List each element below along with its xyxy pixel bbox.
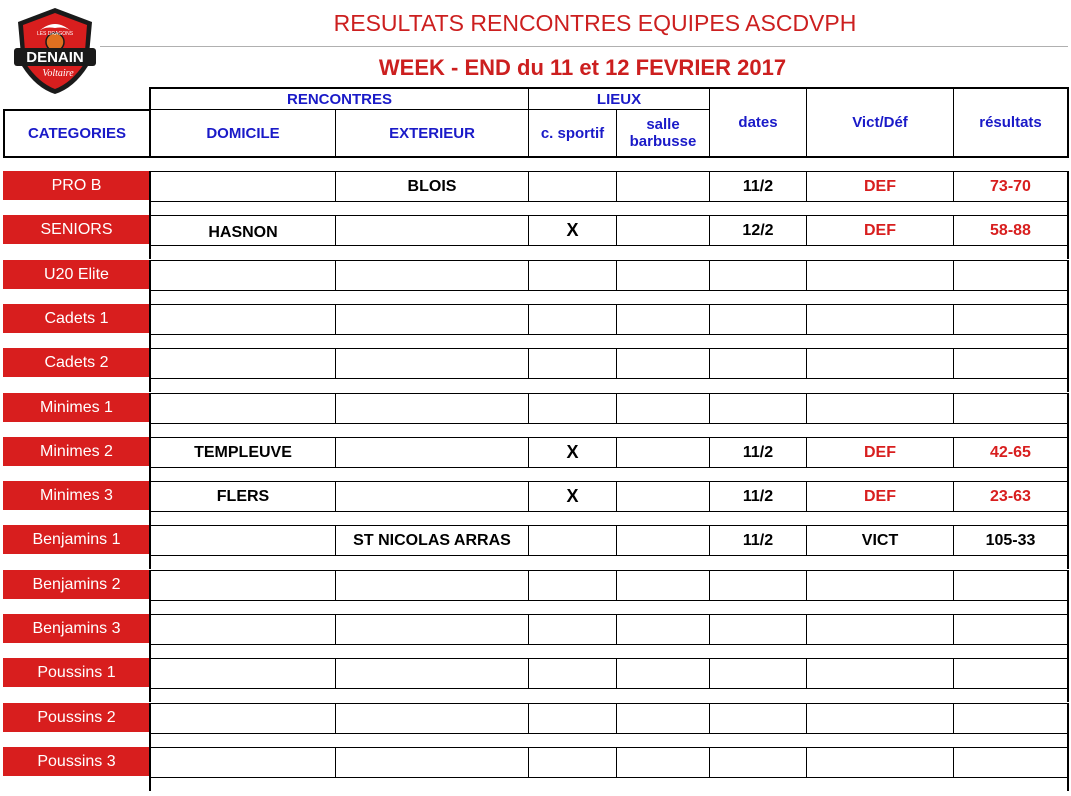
- category-label: Cadets 1: [3, 304, 150, 335]
- title-divider: [100, 46, 1068, 47]
- cell-resultat: [953, 747, 1069, 778]
- col-header-categories: CATEGORIES: [3, 109, 150, 158]
- cell-domicile: HASNON: [149, 215, 336, 246]
- row-spacer: [149, 689, 1069, 702]
- category-label: Minimes 1: [3, 393, 150, 424]
- cell-resultat: 42-65: [953, 437, 1069, 468]
- cell-date: [709, 393, 807, 424]
- cell-salle: [616, 437, 710, 468]
- cell-vict-def: [806, 260, 954, 291]
- cell-exterieur: [335, 260, 529, 291]
- cell-vict-def: [806, 614, 954, 645]
- salle-line1: salle: [646, 116, 680, 133]
- category-label: Minimes 3: [3, 481, 150, 512]
- logo-top-text: LES DRAGONS: [36, 31, 74, 37]
- cell-salle: [616, 703, 710, 734]
- cell-domicile: [149, 570, 336, 601]
- cell-salle: [616, 260, 710, 291]
- cell-vict-def: [806, 348, 954, 379]
- cell-domicile: [149, 747, 336, 778]
- cell-date: [709, 703, 807, 734]
- cell-exterieur: [335, 393, 529, 424]
- logo-sub-text: Voltaire: [42, 68, 74, 79]
- cell-exterieur: [335, 614, 529, 645]
- cell-c-sportif: [528, 171, 617, 202]
- cell-date: [709, 570, 807, 601]
- cell-date: [709, 348, 807, 379]
- cell-domicile: TEMPLEUVE: [149, 437, 336, 468]
- cell-vict-def: [806, 703, 954, 734]
- cell-vict-def: [806, 304, 954, 335]
- cell-c-sportif: X: [528, 437, 617, 468]
- cell-c-sportif: [528, 525, 617, 556]
- row-spacer: [149, 335, 1069, 348]
- cell-salle: [616, 481, 710, 512]
- col-header-resultats: résultats: [953, 87, 1069, 158]
- row-spacer: [149, 645, 1069, 658]
- category-label: U20 Elite: [3, 260, 150, 291]
- row-spacer: [149, 379, 1069, 392]
- cell-c-sportif: [528, 747, 617, 778]
- cell-vict-def: DEF: [806, 215, 954, 246]
- cell-vict-def: [806, 747, 954, 778]
- cell-c-sportif: [528, 304, 617, 335]
- cell-exterieur: [335, 437, 529, 468]
- cell-c-sportif: [528, 348, 617, 379]
- cell-date: [709, 614, 807, 645]
- cell-exterieur: [335, 348, 529, 379]
- cell-exterieur: [335, 481, 529, 512]
- cell-salle: [616, 393, 710, 424]
- col-header-salle-barbusse: [616, 109, 710, 158]
- cell-c-sportif: [528, 570, 617, 601]
- category-label: PRO B: [3, 171, 150, 202]
- cell-domicile: [149, 703, 336, 734]
- col-header-vict-def: Vict/Déf: [806, 87, 954, 158]
- club-logo: [8, 4, 102, 98]
- cell-resultat: [953, 703, 1069, 734]
- cell-resultat: 58-88: [953, 215, 1069, 246]
- cell-date: [709, 260, 807, 291]
- col-header-domicile: DOMICILE: [149, 109, 336, 158]
- cell-resultat: [953, 260, 1069, 291]
- cell-vict-def: DEF: [806, 481, 954, 512]
- salle-line2: barbusse: [629, 133, 697, 150]
- cell-date: 11/2: [709, 171, 807, 202]
- cell-resultat: [953, 348, 1069, 379]
- cell-resultat: 73-70: [953, 171, 1069, 202]
- category-label: Poussins 3: [3, 747, 150, 778]
- cell-resultat: [953, 304, 1069, 335]
- row-spacer: [149, 468, 1069, 481]
- cell-domicile: [149, 393, 336, 424]
- cell-vict-def: [806, 393, 954, 424]
- cell-c-sportif: [528, 658, 617, 689]
- category-label: Benjamins 2: [3, 570, 150, 601]
- page-title: RESULTATS RENCONTRES EQUIPES ASCDVPH: [333, 10, 857, 36]
- category-label: Benjamins 3: [3, 614, 150, 645]
- cell-c-sportif: X: [528, 481, 617, 512]
- cell-resultat: [953, 570, 1069, 601]
- cell-vict-def: VICT: [806, 525, 954, 556]
- cell-exterieur: [335, 570, 529, 601]
- cell-domicile: [149, 525, 336, 556]
- cell-c-sportif: [528, 260, 617, 291]
- row-spacer: [149, 291, 1069, 304]
- cell-resultat: 23-63: [953, 481, 1069, 512]
- cell-salle: [616, 658, 710, 689]
- row-spacer: [149, 424, 1069, 437]
- cell-salle: [616, 747, 710, 778]
- cell-vict-def: DEF: [806, 171, 954, 202]
- cell-vict-def: [806, 570, 954, 601]
- cell-domicile: [149, 171, 336, 202]
- cell-exterieur: [335, 658, 529, 689]
- group-header-rencontres: RENCONTRES: [149, 87, 529, 110]
- cell-resultat: [953, 658, 1069, 689]
- col-header-dates: dates: [709, 87, 807, 158]
- row-spacer: [149, 601, 1069, 614]
- cell-domicile: [149, 260, 336, 291]
- row-spacer: [149, 202, 1069, 215]
- cell-resultat: [953, 393, 1069, 424]
- row-spacer: [149, 778, 1069, 791]
- cell-c-sportif: [528, 614, 617, 645]
- cell-domicile: [149, 304, 336, 335]
- cell-domicile: [149, 658, 336, 689]
- cell-salle: [616, 304, 710, 335]
- cell-exterieur: [335, 215, 529, 246]
- cell-domicile: [149, 348, 336, 379]
- cell-date: [709, 658, 807, 689]
- logo-main-text: DENAIN: [26, 49, 84, 66]
- cell-c-sportif: [528, 703, 617, 734]
- col-header-exterieur: EXTERIEUR: [335, 109, 529, 158]
- page-subtitle: WEEK - END du 11 et 12 FEVRIER 2017: [378, 55, 787, 80]
- col-header-c-sportif: c. sportif: [528, 109, 617, 158]
- cell-exterieur: ST NICOLAS ARRAS: [335, 525, 529, 556]
- category-label: Minimes 2: [3, 437, 150, 468]
- cell-salle: [616, 525, 710, 556]
- category-label: Benjamins 1: [3, 525, 150, 556]
- cell-resultat: [953, 614, 1069, 645]
- cell-date: [709, 304, 807, 335]
- cell-domicile: FLERS: [149, 481, 336, 512]
- cell-salle: [616, 614, 710, 645]
- cell-vict-def: DEF: [806, 437, 954, 468]
- cell-salle: [616, 171, 710, 202]
- cell-exterieur: [335, 703, 529, 734]
- cell-vict-def: [806, 658, 954, 689]
- row-spacer: [149, 246, 1069, 259]
- cell-date: [709, 747, 807, 778]
- cell-date: 12/2: [709, 215, 807, 246]
- category-label: Cadets 2: [3, 348, 150, 379]
- cell-exterieur: [335, 304, 529, 335]
- cell-salle: [616, 215, 710, 246]
- results-table: [3, 87, 1069, 794]
- row-spacer: [149, 512, 1069, 525]
- category-label: Poussins 2: [3, 703, 150, 734]
- category-label: Poussins 1: [3, 658, 150, 689]
- cell-c-sportif: [528, 393, 617, 424]
- cell-salle: [616, 348, 710, 379]
- cell-date: 11/2: [709, 481, 807, 512]
- cell-date: 11/2: [709, 437, 807, 468]
- row-spacer: [149, 734, 1069, 747]
- cell-domicile: [149, 614, 336, 645]
- group-header-lieux: LIEUX: [528, 87, 710, 110]
- cell-salle: [616, 570, 710, 601]
- row-spacer: [149, 556, 1069, 569]
- category-label: SENIORS: [3, 215, 150, 246]
- cell-exterieur: BLOIS: [335, 171, 529, 202]
- cell-resultat: 105-33: [953, 525, 1069, 556]
- cell-exterieur: [335, 747, 529, 778]
- cell-date: 11/2: [709, 525, 807, 556]
- cell-c-sportif: X: [528, 215, 617, 246]
